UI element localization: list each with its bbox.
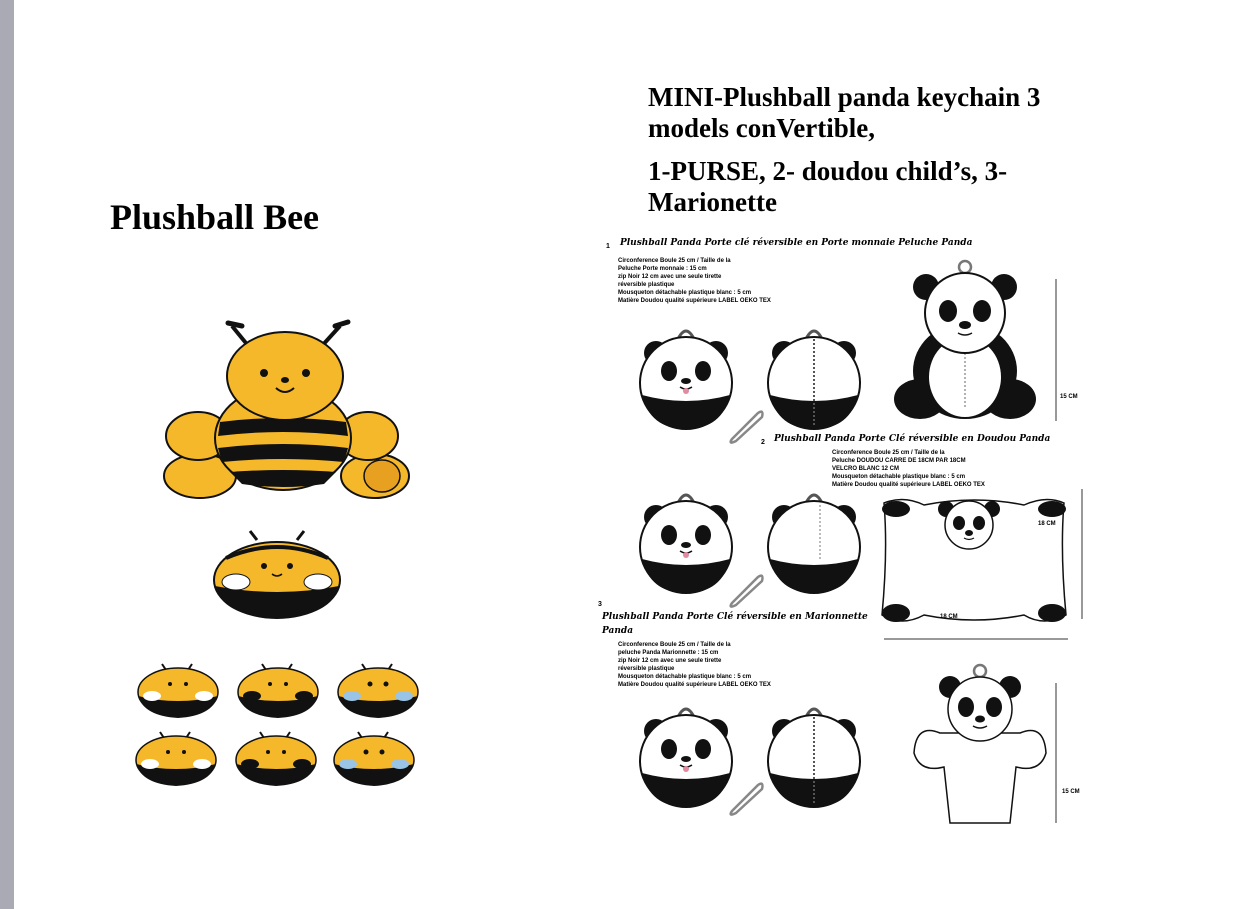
model2-width-label: 18 CM bbox=[940, 614, 958, 620]
model3-number: 3 bbox=[598, 601, 602, 608]
model2-panda-ball-front bbox=[636, 489, 736, 599]
model2-width-dimension-line bbox=[884, 637, 1068, 641]
spec-line: réversible plastique bbox=[618, 282, 675, 288]
model2-height-label: 18 CM bbox=[1038, 521, 1056, 527]
model1-height-dimension-line bbox=[1054, 279, 1058, 421]
model3-header-line2: Panda bbox=[602, 626, 634, 636]
model1-panda-ball-front bbox=[636, 325, 736, 435]
spec-line: Matière Doudou qualité supérieure LABEL OEKO TEX bbox=[832, 482, 985, 488]
spec-line: peluche Panda Marionnette : 15 cm bbox=[618, 650, 719, 656]
model2-carabiner bbox=[726, 573, 766, 607]
model1-height-label: 15 CM bbox=[1060, 394, 1078, 400]
model2-header: Plushball Panda Porte Clé réversible en Doudou Panda bbox=[774, 434, 1051, 444]
left-edge-bar bbox=[0, 0, 14, 909]
spec-line: zip Noir 12 cm avec une seule tirette bbox=[618, 274, 722, 280]
model3-spec bbox=[618, 641, 771, 689]
spec-line: Circonference Boule 25 cm / Taille de la bbox=[618, 258, 731, 264]
model3-header-line1: Plushball Panda Porte Clé réversible en Marionnette bbox=[602, 612, 868, 622]
model3-panda-ball-back bbox=[764, 703, 864, 813]
panda-tech-sheet bbox=[596, 233, 1096, 833]
model3-panda-ball-front bbox=[636, 703, 736, 813]
panda-title-line1: MINI-Plushball panda keychain 3 models conVertible, bbox=[648, 82, 1041, 143]
model1-carabiner bbox=[726, 409, 766, 443]
spec-line: Mousqueton détachable plastique blanc : 5 cm bbox=[832, 474, 966, 480]
spec-line: Mousqueton détachable plastique blanc : 5 cm bbox=[618, 290, 752, 296]
model1-panda-ball-back bbox=[764, 325, 864, 435]
panda-title-block bbox=[648, 82, 1118, 230]
model1-panda-plush bbox=[890, 259, 1040, 424]
model2-panda-ball-back bbox=[764, 489, 864, 599]
bee-ball-illustration bbox=[212, 528, 342, 618]
model3-height-label: 15 CM bbox=[1062, 789, 1080, 795]
bee-plush-illustration bbox=[160, 318, 410, 503]
spec-line: Matière Doudou qualité supérieure LABEL OEKO TEX bbox=[618, 682, 771, 688]
model1-number: 1 bbox=[606, 243, 610, 250]
model1-spec bbox=[618, 257, 771, 305]
spec-line: Circonference Boule 25 cm / Taille de la bbox=[832, 450, 945, 456]
spec-line: zip Noir 12 cm avec une seule tirette bbox=[618, 658, 722, 664]
model2-spec bbox=[832, 449, 985, 489]
bee-ball-variants-grid bbox=[134, 662, 424, 790]
spec-line: réversible plastique bbox=[618, 666, 675, 672]
spec-line: Circonference Boule 25 cm / Taille de la bbox=[618, 642, 731, 648]
model3-carabiner bbox=[726, 781, 766, 815]
panda-title-line2: 1-PURSE, 2- doudou child’s, 3- Marionette bbox=[648, 156, 1008, 217]
model3-panda-marionette bbox=[910, 663, 1050, 828]
model2-number: 2 bbox=[761, 439, 765, 446]
spec-line: Peluche DOUDOU CARRE DE 18CM PAR 18CM bbox=[832, 458, 966, 464]
model2-height-dimension-line bbox=[1080, 489, 1084, 619]
spec-line: Mousqueton détachable plastique blanc : 5 cm bbox=[618, 674, 752, 680]
model1-header: Plushball Panda Porte clé réversible en Porte monnaie Peluche Panda bbox=[620, 238, 973, 248]
model3-height-dimension-line bbox=[1054, 683, 1058, 823]
spec-line: VELCRO BLANC 12 CM bbox=[832, 466, 900, 472]
model2-panda-doudou-blanket bbox=[874, 491, 1074, 631]
spec-line: Matière Doudou qualité supérieure LABEL OEKO TEX bbox=[618, 298, 771, 304]
bee-title: Plushball Bee bbox=[110, 197, 320, 237]
spec-line: Peluche Porte monnaie : 15 cm bbox=[618, 266, 707, 272]
